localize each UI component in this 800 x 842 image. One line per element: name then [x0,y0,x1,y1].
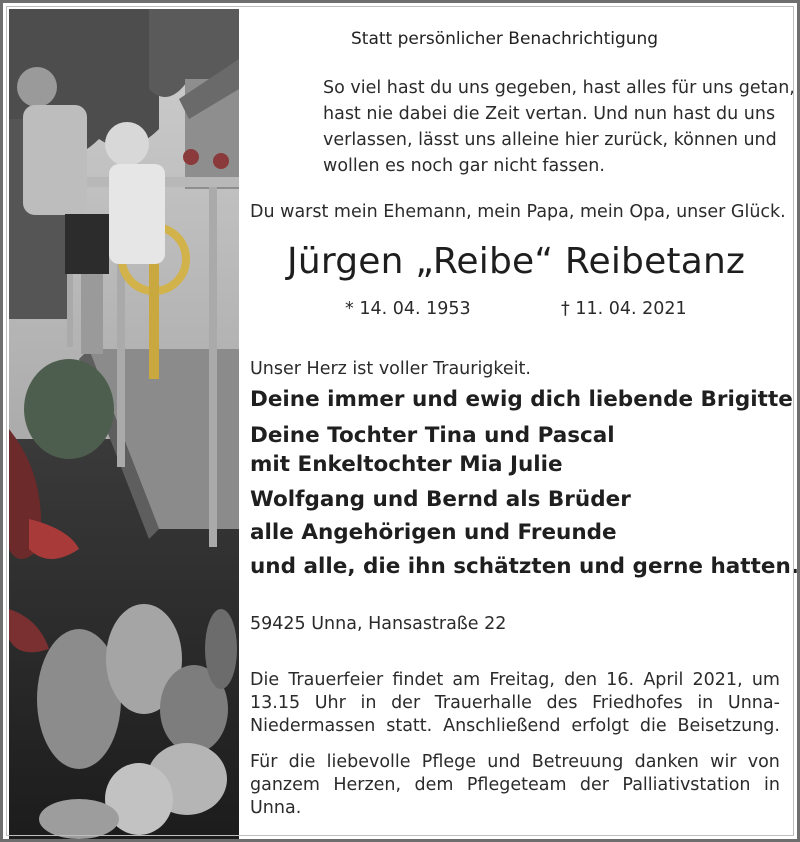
word: des [546,693,578,713]
funeral-line [250,669,780,692]
grief-line: Unser Herz ist voller Traurigkeit. [250,359,531,379]
word: Herzen, [333,775,402,795]
mourner-line: alle Angehörigen und Freunde [250,520,617,545]
death-date: † 11. 04. 2021 [561,299,687,319]
word: Niedermassen [250,716,376,736]
mourner-line: und alle, die ihn schätzten und gerne hatten. [250,554,799,579]
thanks-line [250,751,780,774]
word: Anschließend [443,716,561,736]
word: die [639,716,667,736]
deceased-name: Jürgen „Reibe“ Reibetanz [287,241,746,282]
memorial-photo [9,9,239,839]
word: dem [414,775,454,795]
word: in [697,693,714,713]
word: in [360,693,377,713]
word: Betreuung [531,752,624,772]
poem-line: verlassen, lässt uns alleine hier zurück, können und [323,130,777,150]
word: Trauerfeier [288,670,384,690]
word: von [747,752,780,772]
word: den [564,670,598,690]
word: Friedhofes [592,693,683,713]
memorial-poem [323,75,795,179]
funeral-line [250,692,780,715]
word: Trauerhalle [434,693,532,713]
word: Freitag, [489,670,555,690]
word: 16. [606,670,635,690]
word: Uhr [314,693,346,713]
thanks-line [250,774,780,797]
poem-line: wollen es noch gar nicht fassen. [323,156,605,176]
word: statt. [386,716,433,736]
poem-line: hast nie dabei die Zeit vertan. Und nun hast du uns [323,104,776,124]
word: und [487,752,521,772]
word: danken [634,752,699,772]
word: Pflegeteam [466,775,567,795]
word: liebevolle [326,752,411,772]
word: Palliativstation [622,775,751,795]
word: 13.15 [250,693,301,713]
funeral-line [250,715,780,738]
mourner-line: Deine Tochter Tina und Pascal [250,423,615,448]
word: ganzem [250,775,320,795]
thanks-info [250,751,780,820]
word: Für [250,752,278,772]
word: erfolgt [571,716,630,736]
word: der [391,693,421,713]
word: am [452,670,481,690]
word: Unna- [727,693,780,713]
word: 2021, [692,670,743,690]
notice-header: Statt persönlicher Benachrichtigung [351,29,659,49]
birth-date: * 14. 04. 1953 [345,299,471,319]
poem-line: So viel hast du uns gegeben, hast alles für uns getan, [323,78,795,98]
thanks-line: Unna. [250,798,302,818]
family-address: 59425 Unna, Hansastraße 22 [250,614,507,634]
mourner-line: Wolfgang und Bernd als Brüder [250,487,631,512]
word: in [763,775,780,795]
word: die [288,752,316,772]
word: April [643,670,684,690]
mourner-line: mit Enkeltochter Mia Julie [250,452,563,477]
garden-pond-photo [9,9,239,839]
word: Die [250,670,280,690]
word: Pflege [421,752,476,772]
word: findet [392,670,444,690]
funeral-info [250,669,780,738]
mourner-line: Deine immer und ewig dich liebende Brigitte [250,387,793,412]
word: um [751,670,780,690]
word: Beisetzung. [677,716,780,736]
word: der [579,775,609,795]
family-quote: Du warst mein Ehemann, mein Papa, mein Opa, unser Glück. [250,202,786,222]
word: wir [710,752,737,772]
